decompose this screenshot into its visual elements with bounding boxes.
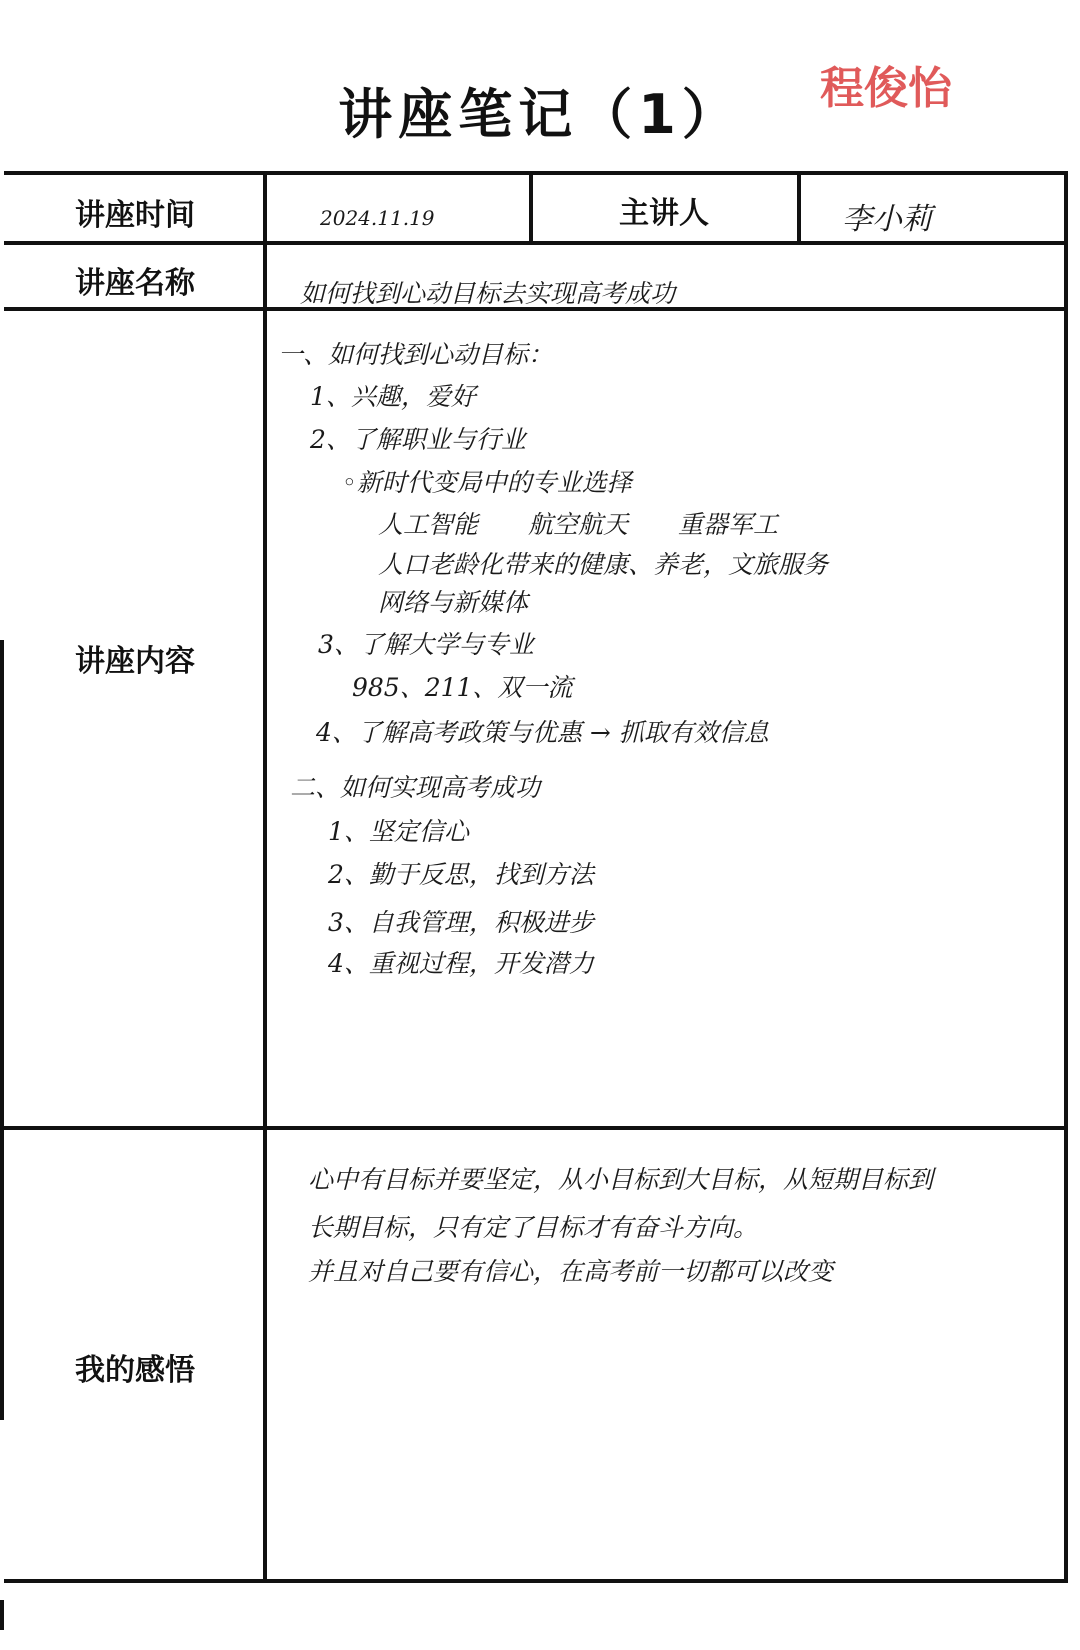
content-line: 4、了解高考政策与优惠 → 抓取有效信息 [316,718,769,747]
content-line: 2、勤于反思，找到方法 [328,860,594,889]
speaker-value-divider [797,171,801,243]
reflection-line: 并且对自己要有信心，在高考前一切都可以改变 [308,1257,834,1286]
reflection-label: 我的感悟 [75,1353,195,1388]
speaker-label: 主讲人 [619,196,709,231]
time-value: 2024.11.19 [320,206,435,230]
content-line: 人口老龄化带来的健康、养老，文旅服务 [378,550,829,579]
reflection-line: 心中有目标并要坚定，从小目标到大目标，从短期目标到 [308,1165,934,1194]
content-line: 3、了解大学与专业 [318,630,534,659]
content-line: ◦新时代变局中的专业选择 [342,468,632,497]
content-line: 2、了解职业与行业 [310,425,526,454]
content-line: 1、坚定信心 [328,817,469,846]
page-title: 讲座笔记（1） [338,83,742,146]
row-divider-1 [4,241,1068,245]
time-label: 讲座时间 [75,198,195,233]
left-edge-mark [0,640,4,1420]
content-line: 1、兴趣，爱好 [310,382,476,411]
content-line: 4、重视过程，开发潜力 [328,949,594,978]
speaker-value: 李小莉 [842,202,932,237]
content-line: 985、211、双一流 [352,673,573,702]
label-column-divider [263,171,267,1583]
content-line: 网络与新媒体 [378,588,529,617]
name-label: 讲座名称 [75,266,195,301]
content-line: 3、自我管理，积极进步 [328,908,594,937]
content-line: 二、如何实现高考成功 [290,773,541,802]
content-line: 一、如何找到心动目标： [278,340,554,369]
content-label: 讲座内容 [75,644,195,679]
author-name: 程俊怡 [820,63,952,114]
name-value: 如何找到心动目标去实现高考成功 [300,279,676,308]
content-line: 人工智能 航空航天 重器军工 [378,510,779,539]
left-edge-mark-bottom [0,1600,4,1630]
row-divider-3 [4,1126,1068,1130]
reflection-line: 长期目标，只有定了目标才有奋斗方向。 [308,1213,759,1242]
